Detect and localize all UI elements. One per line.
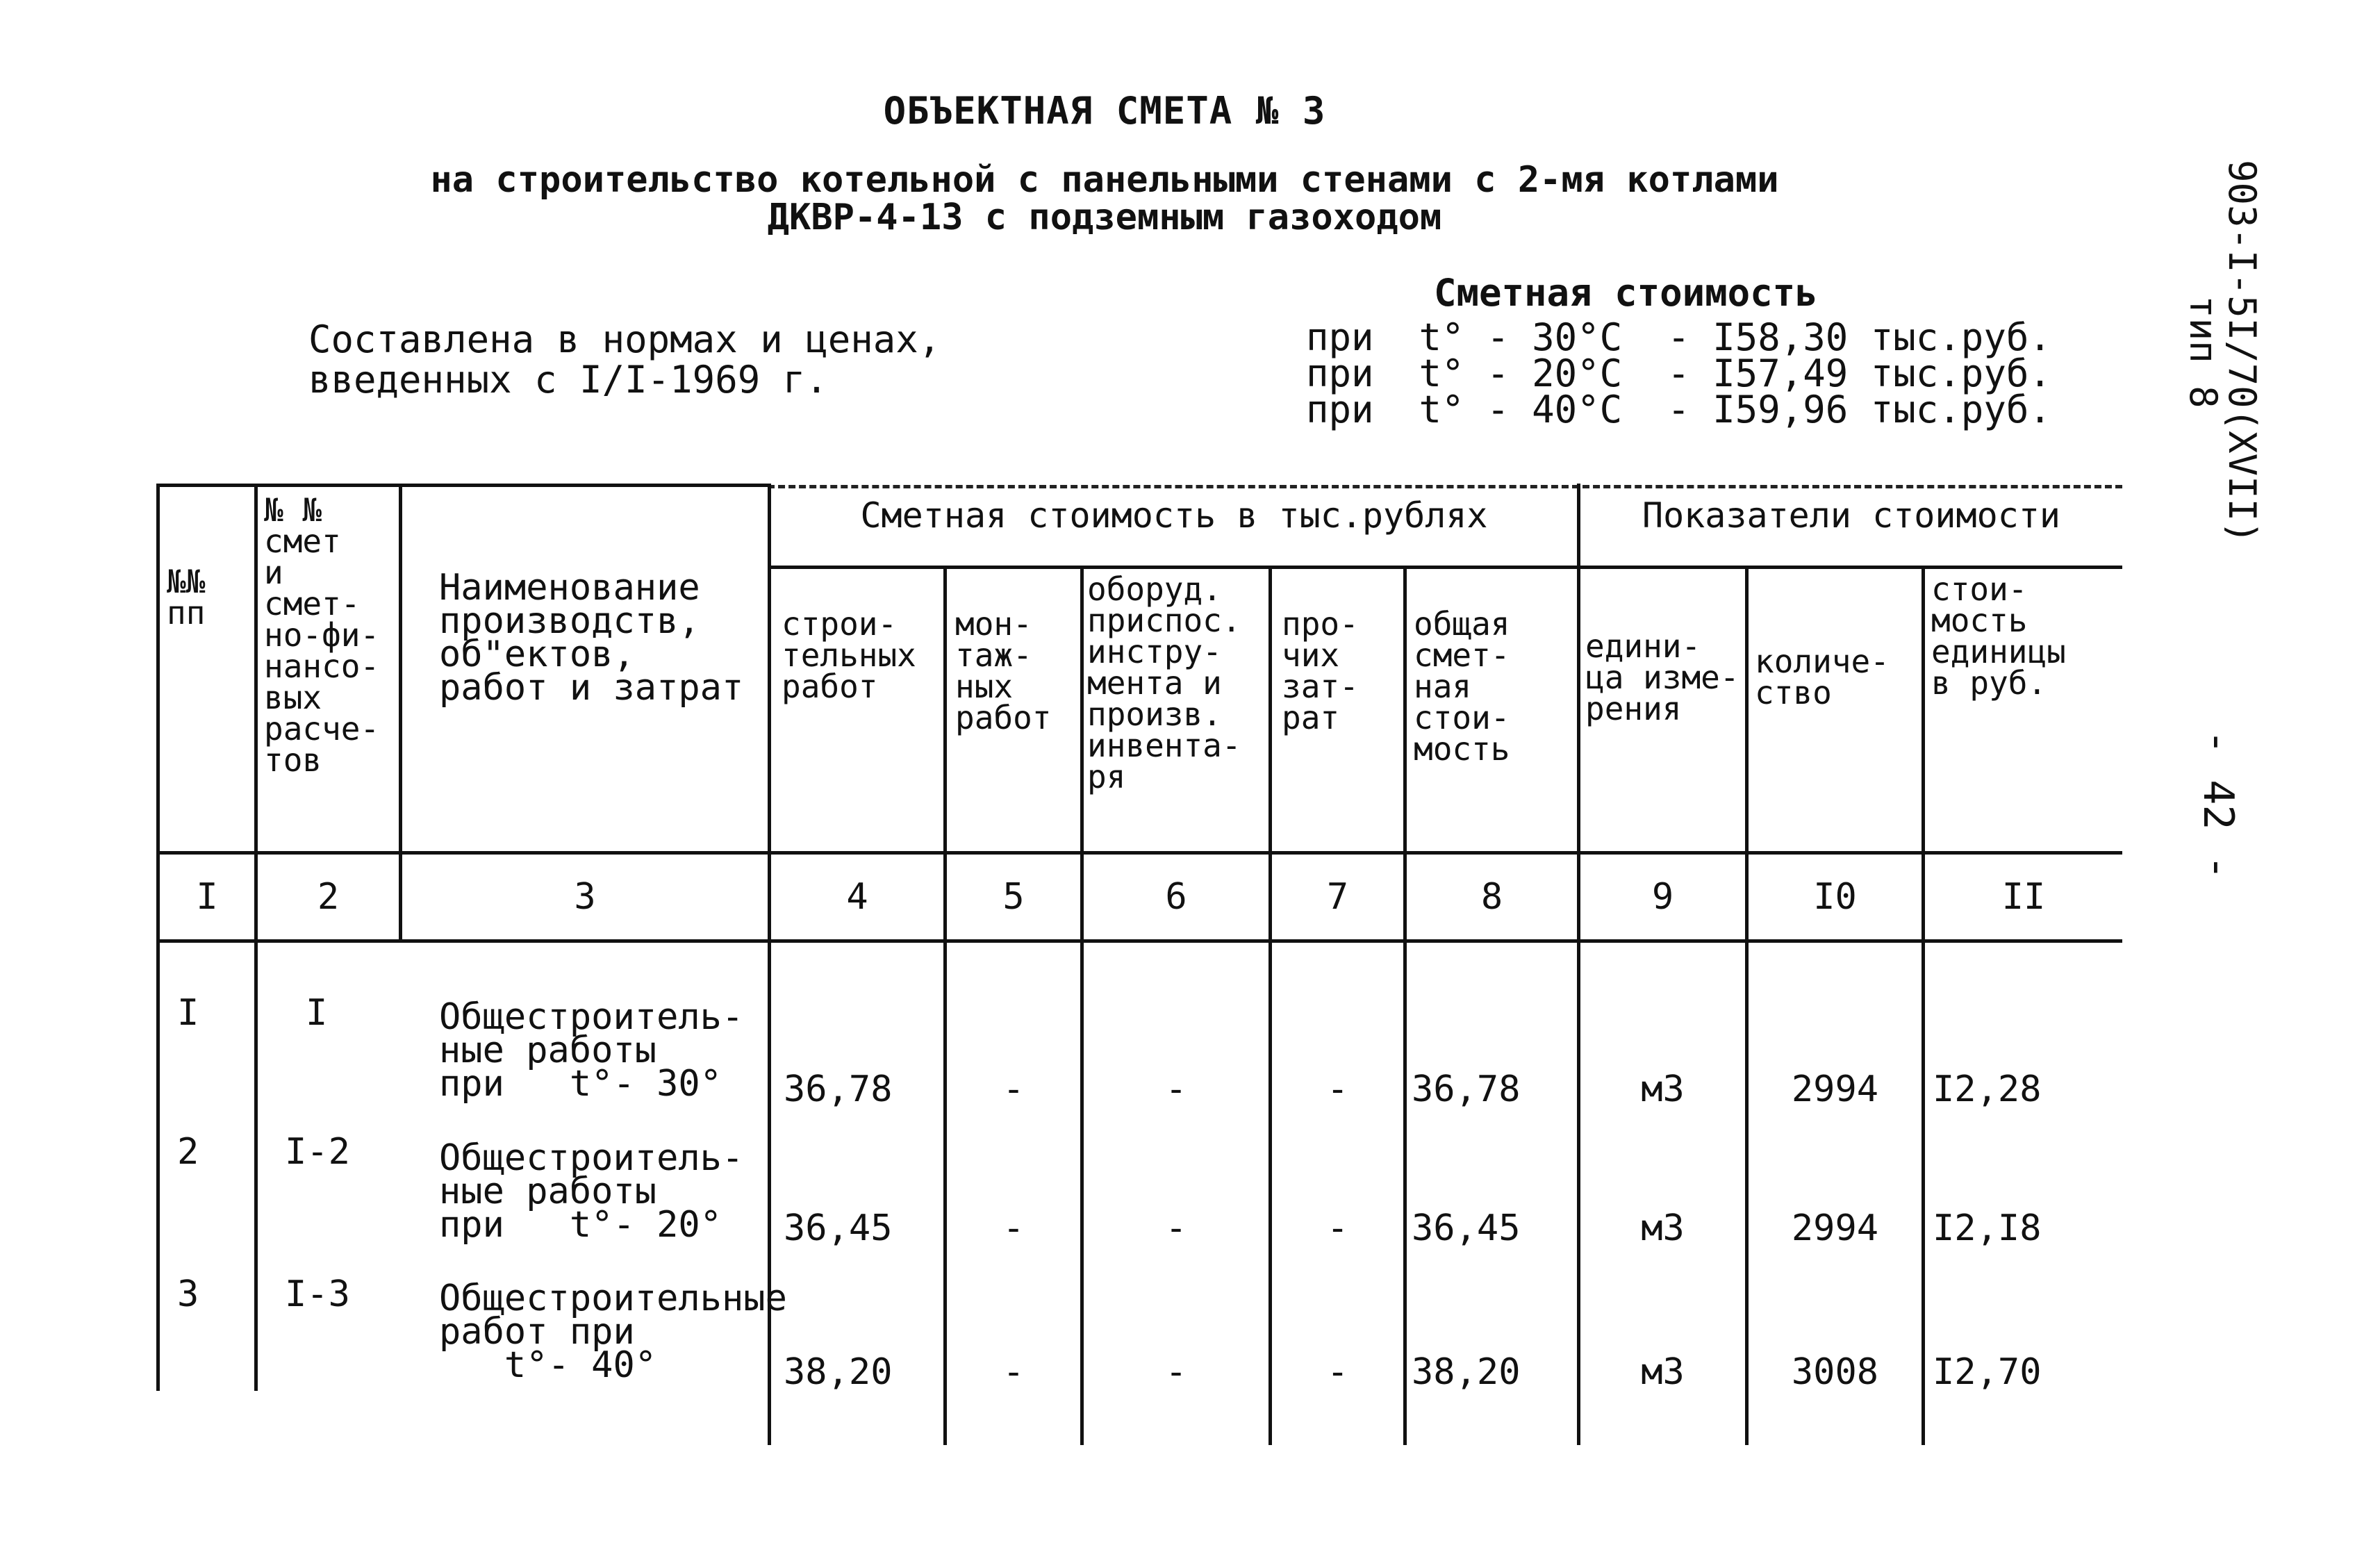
cost-line-20: при t° - 20°C - I57,49 тыс.руб. — [1306, 352, 2051, 395]
cost-line-30: при t° - 30°C - I58,30 тыс.руб. — [1306, 315, 2051, 359]
row-unit: м3 — [1641, 1069, 1685, 1110]
col-divider-2 — [399, 484, 402, 942]
side-project-code — [2181, 160, 2265, 591]
col-number-6: 6 — [1165, 876, 1187, 918]
row-equipment: - — [1165, 1351, 1187, 1393]
row-unit-cost: I2,28 — [1933, 1069, 2042, 1110]
col-header-total: общая смет- ная стои- мость — [1414, 605, 1510, 768]
col-number-4: 4 — [846, 876, 868, 918]
row-unit: м3 — [1641, 1207, 1685, 1249]
col-number-7: 7 — [1326, 876, 1349, 918]
col-header-installation: мон- таж- ных работ — [955, 605, 1052, 736]
col-number-5: 5 — [1002, 876, 1025, 918]
row-construction: 38,20 — [784, 1351, 893, 1393]
row-estimate-no: I-3 — [285, 1273, 350, 1315]
col-header-quantity: количе- ство — [1755, 643, 1890, 711]
norms-note-line-2: введенных с I/I-1969 г. — [308, 358, 828, 402]
page-number-text: - 42 - — [2194, 729, 2242, 880]
col-header-number: №№ пп — [167, 563, 206, 632]
col-divider-9 — [1745, 566, 1749, 1445]
table-left-border-body — [156, 939, 160, 1391]
subtitle-line-2: ДКВР-4-13 с подземным газоходом — [767, 197, 1442, 238]
table-top-border-right — [768, 485, 2122, 488]
row-total: 36,78 — [1412, 1069, 1521, 1110]
table-top-border-left — [156, 484, 768, 487]
row-estimate-no: I — [306, 992, 328, 1034]
row-installation: - — [1002, 1069, 1025, 1110]
row-estimate-no: I-2 — [285, 1131, 350, 1173]
row-quantity: 2994 — [1791, 1069, 1879, 1110]
page-number — [2194, 729, 2244, 880]
row-equipment: - — [1165, 1207, 1187, 1249]
subtitle-line-1: на строительство котельной с панельными стенами с 2-мя котлами — [430, 159, 1779, 201]
group-header-divider — [768, 566, 2122, 569]
norms-note — [308, 317, 941, 402]
row-number: 2 — [177, 1131, 199, 1173]
row-construction: 36,78 — [784, 1069, 893, 1110]
col-header-estimate-no: № № смет и смет- но-фи- нансо- вых расче- тов — [264, 491, 380, 779]
col-number-8: 8 — [1480, 876, 1503, 918]
header-bottom-border — [156, 851, 2122, 855]
col-number-2: 2 — [317, 876, 340, 918]
row-other: - — [1326, 1069, 1349, 1110]
col-divider-6 — [1268, 566, 1272, 1445]
document-subtitle — [0, 161, 2209, 236]
col-header-other: про- чих зат- рат — [1282, 605, 1359, 736]
row-name: Общестроитель- ные работы при t°- 20° — [439, 1137, 744, 1246]
col-number-11: II — [2001, 876, 2046, 918]
row-number: 3 — [177, 1273, 199, 1315]
col-divider-10 — [1922, 566, 1925, 1445]
col-divider-4 — [943, 566, 947, 1445]
col-header-equipment: оборуд. приспос. инстру- мента и произв. инвента- ря — [1087, 570, 1241, 795]
estimated-cost-list — [1306, 315, 2051, 431]
row-total: 36,45 — [1412, 1207, 1521, 1249]
row-equipment: - — [1165, 1069, 1187, 1110]
row-construction: 36,45 — [784, 1207, 893, 1249]
col-number-10: I0 — [1813, 876, 1857, 918]
column-number-bottom-border — [156, 939, 2122, 943]
row-name: Общестроитель- ные работы при t°- 30° — [439, 996, 744, 1105]
col-divider-7 — [1403, 566, 1407, 1445]
document-title: ОБЪЕКТНАЯ СМЕТА № 3 — [883, 89, 1326, 133]
col-number-3: 3 — [574, 876, 596, 918]
col-header-unit-cost: стои- мость единицы в руб. — [1931, 570, 2066, 702]
group-header-cost: Сметная стоимость в тыс.рублях — [860, 495, 1488, 536]
table-left-border — [156, 484, 160, 942]
side-project-code-text: 903-I-5I/70(XVII) тип 8 — [2181, 160, 2264, 544]
col-header-name: Наименование производств, об"ектов, работ и затрат — [439, 567, 744, 709]
row-unit: м3 — [1641, 1351, 1685, 1393]
col-divider-8 — [1577, 484, 1580, 1445]
col-number-1: I — [196, 876, 218, 918]
row-other: - — [1326, 1351, 1349, 1393]
group-header-indicators: Показатели стоимости — [1642, 495, 2061, 536]
row-unit-cost: I2,I8 — [1933, 1207, 2042, 1249]
row-other: - — [1326, 1207, 1349, 1249]
estimated-cost-title: Сметная стоимость — [1434, 271, 1818, 315]
row-quantity: 2994 — [1791, 1207, 1879, 1249]
row-number: I — [177, 992, 199, 1034]
row-name: Общестроительные работ при t°- 40° — [439, 1278, 787, 1386]
col-divider-5 — [1080, 566, 1084, 1445]
col-number-9: 9 — [1651, 876, 1674, 918]
col-header-unit: едини- ца изме- рения — [1585, 627, 1739, 727]
row-installation: - — [1002, 1207, 1025, 1249]
cost-line-40: при t° - 40°C - I59,96 тыс.руб. — [1306, 388, 2051, 431]
col-header-construction: строи- тельных работ — [782, 605, 916, 705]
row-installation: - — [1002, 1351, 1025, 1393]
row-total: 38,20 — [1412, 1351, 1521, 1393]
norms-note-line-1: Составлена в нормах и ценах, — [308, 317, 941, 361]
row-quantity: 3008 — [1791, 1351, 1879, 1393]
row-unit-cost: I2,70 — [1933, 1351, 2042, 1393]
col-divider-1 — [254, 484, 258, 1391]
